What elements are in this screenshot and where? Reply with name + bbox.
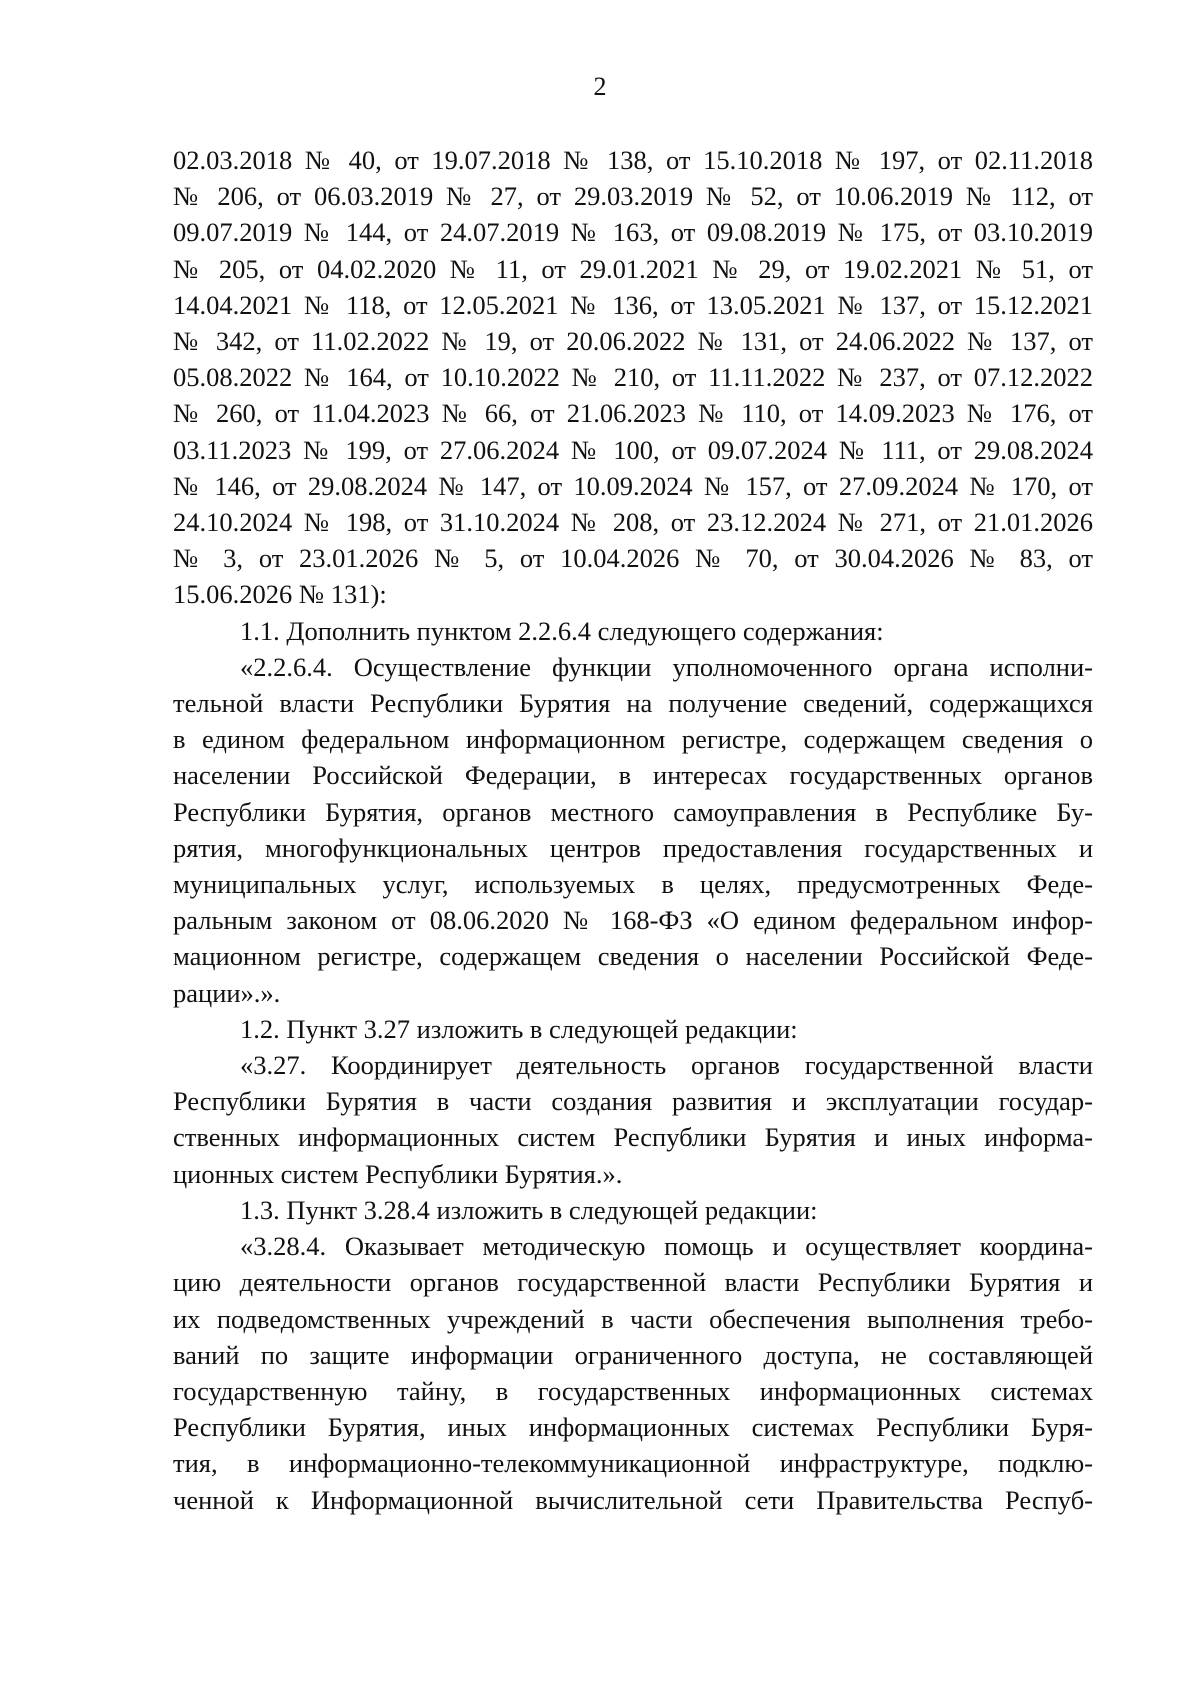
- text-line: рятия, многофункциональных центров предоставления государственных и: [173, 832, 1093, 863]
- text-line: ченной к Информационной вычислительной сети Правительства Респуб-: [173, 1484, 1093, 1515]
- text-line: «3.27. Координирует деятельность органов государственной власти: [240, 1050, 1093, 1081]
- text-line: ственных информационных систем Республики Бурятия и иных информа-: [173, 1122, 1093, 1153]
- text-line: ральным законом от 08.06.2020 № 168-ФЗ «О едином федеральном инфор-: [173, 905, 1093, 936]
- text-line: в едином федеральном информационном регистре, содержащем сведения о: [173, 724, 1093, 755]
- text-line: мационном регистре, содержащем сведения о населении Российской Феде-: [173, 941, 1093, 972]
- text-line: населении Российской Федерации, в интересах государственных органов: [173, 760, 1093, 791]
- text-line: «2.2.6.4. Осуществление функции уполномоченного органа исполни-: [240, 651, 1093, 682]
- text-line: 05.08.2022 № 164, от 10.10.2022 № 210, от 11.11.2022 № 237, от 07.12.2022: [173, 362, 1093, 393]
- text-line: цию деятельности органов государственной власти Республики Бурятия и: [173, 1267, 1093, 1298]
- text-line: № 342, от 11.02.2022 № 19, от 20.06.2022 № 131, от 24.06.2022 № 137, от: [173, 326, 1093, 357]
- text-line: 15.06.2026 № 131):: [173, 579, 387, 610]
- text-line: 1.3. Пункт 3.28.4 изложить в следующей редакции:: [240, 1194, 818, 1225]
- text-line: ваний по защите информации ограниченного доступа, не составляющей: [173, 1339, 1093, 1370]
- text-line: тельной власти Республики Бурятия на получение сведений, содержащихся: [173, 688, 1093, 719]
- text-line: Республики Бурятия, органов местного самоуправления в Республике Бу-: [173, 796, 1093, 827]
- text-line: «3.28.4. Оказывает методическую помощь и осуществляет координа-: [240, 1231, 1093, 1262]
- text-line: их подведомственных учреждений в части обеспечения выполнения требо-: [173, 1303, 1093, 1334]
- text-line: 1.1. Дополнить пунктом 2.2.6.4 следующего содержания:: [240, 615, 884, 646]
- text-line: 02.03.2018 № 40, от 19.07.2018 № 138, от 15.10.2018 № 197, от 02.11.2018: [173, 145, 1093, 175]
- text-line: тия, в информационно-телекоммуникационной инфраструктуре, подклю-: [173, 1448, 1093, 1479]
- text-line: № 146, от 29.08.2024 № 147, от 10.09.2024 № 157, от 27.09.2024 № 170, от: [173, 470, 1093, 501]
- text-line: 14.04.2021 № 118, от 12.05.2021 № 136, от 13.05.2021 № 137, от 15.12.2021: [173, 289, 1093, 320]
- text-line: № 205, от 04.02.2020 № 11, от 29.01.2021 № 29, от 19.02.2021 № 51, от: [173, 253, 1093, 284]
- text-line: 1.2. Пункт 3.27 изложить в следующей редакции:: [240, 1013, 798, 1044]
- text-line: 24.10.2024 № 198, от 31.10.2024 № 208, от 23.12.2024 № 271, от 21.01.2026: [173, 507, 1093, 538]
- text-line: 09.07.2019 № 144, от 24.07.2019 № 163, от 09.08.2019 № 175, от 03.10.2019: [173, 217, 1093, 248]
- text-line: рации».».: [173, 977, 281, 1008]
- text-line: 03.11.2023 № 199, от 27.06.2024 № 100, от 09.07.2024 № 111, от 29.08.2024: [173, 434, 1093, 465]
- page-number: 2: [593, 72, 607, 101]
- text-line: государственную тайну, в государственных информационных системах: [173, 1375, 1093, 1406]
- text-line: Республики Бурятия в части создания развития и эксплуатации государ-: [173, 1086, 1093, 1117]
- text-line: муниципальных услуг, используемых в целях, предусмотренных Феде-: [173, 869, 1093, 900]
- document-body: [173, 142, 1093, 1518]
- text-line: ционных систем Республики Бурятия.».: [173, 1158, 623, 1189]
- text-line: № 206, от 06.03.2019 № 27, от 29.03.2019 № 52, от 10.06.2019 № 112, от: [173, 181, 1093, 212]
- text-line: № 260, от 11.04.2023 № 66, от 21.06.2023 № 110, от 14.09.2023 № 176, от: [173, 398, 1093, 429]
- text-line: № 3, от 23.01.2026 № 5, от 10.04.2026 № 70, от 30.04.2026 № 83, от: [173, 543, 1093, 574]
- text-line: Республики Бурятия, иных информационных системах Республики Буря-: [173, 1412, 1093, 1443]
